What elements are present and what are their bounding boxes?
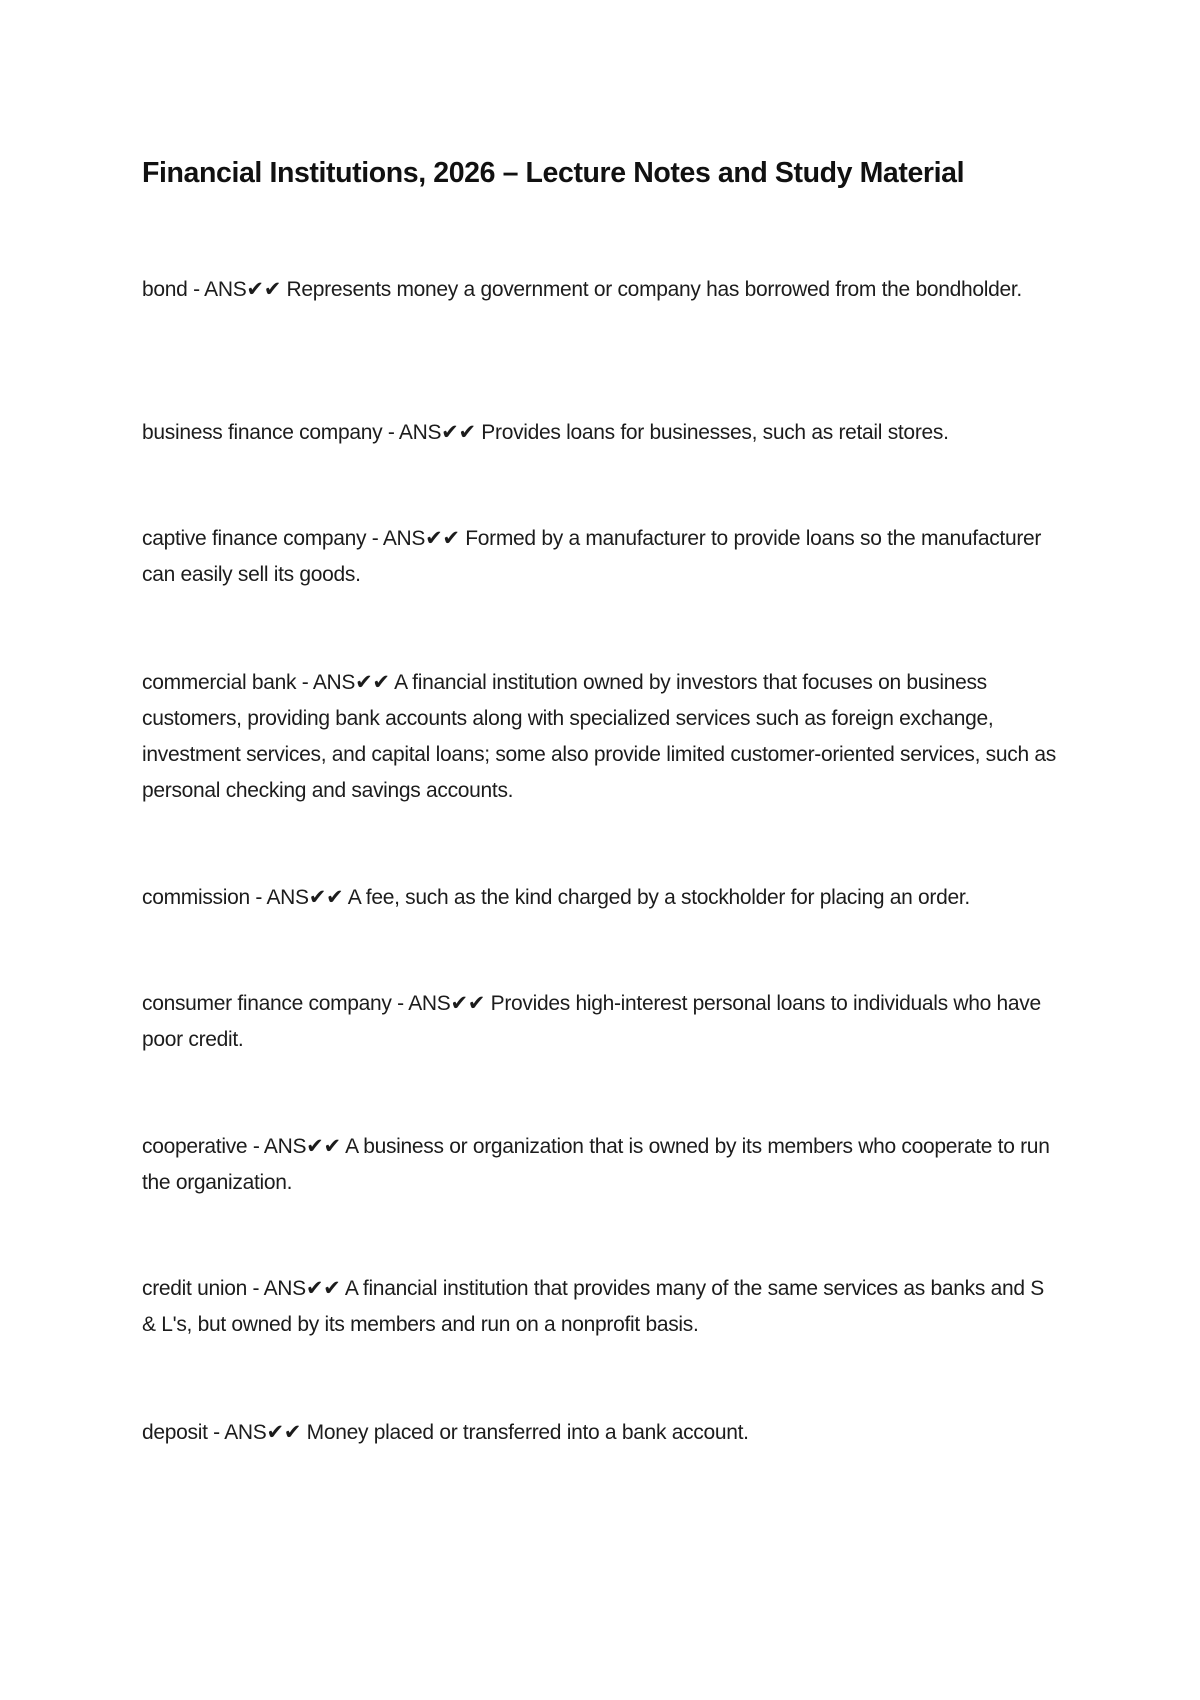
glossary-entry (142, 521, 1057, 593)
entry-term: credit union (142, 1277, 247, 1300)
entry-definition: A financial institution owned by investors that focuses on business customers, providing bank accounts along with specialized services such as foreign exchange, investment services, and capital loans; some also provide limited customer-oriented services, such as personal checking and savings accounts. (142, 671, 1056, 802)
glossary-entry (142, 880, 1057, 916)
answer-marker: - ANS✔✔ (382, 421, 482, 444)
entry-definition: A financial institution that provides many of the same services as banks and S & L's, but owned by its members and run on a nonprofit basis. (142, 1277, 1044, 1336)
glossary-entry (142, 1271, 1057, 1343)
entry-term: consumer finance company (142, 992, 392, 1015)
glossary-entry (142, 415, 1057, 451)
entry-definition: Formed by a manufacturer to provide loans so the manufacturer can easily sell its goods. (142, 527, 1042, 586)
entry-term: cooperative (142, 1135, 248, 1158)
glossary-entry (142, 1415, 1057, 1451)
glossary-entry (142, 1129, 1057, 1201)
entry-term: deposit (142, 1421, 208, 1444)
entry-term: commercial bank (142, 671, 297, 694)
glossary-entry (142, 986, 1057, 1058)
page-title: Financial Institutions, 2026 – Lecture Notes and Study Material (142, 157, 965, 189)
entry-definition: Provides high-interest personal loans to individuals who have poor credit. (142, 992, 1041, 1051)
entry-term: business finance company (142, 421, 383, 444)
entry-term: captive finance company (142, 527, 367, 550)
entry-definition: Provides loans for businesses, such as retail stores. (481, 421, 949, 444)
entry-definition: Represents money a government or company has borrowed from the bondholder. (286, 278, 1022, 301)
glossary-entry (142, 665, 1057, 809)
answer-marker: - ANS✔✔ (366, 527, 466, 550)
entry-definition: A business or organization that is owned by its members who cooperate to run the organization. (142, 1135, 1050, 1194)
entry-term: bond (142, 278, 188, 301)
answer-marker: - ANS✔✔ (249, 886, 348, 909)
answer-marker: - ANS✔✔ (207, 1421, 307, 1444)
entry-definition: A fee, such as the kind charged by a stockholder for placing an order. (347, 886, 970, 909)
entry-definition: Money placed or transferred into a bank account. (306, 1421, 749, 1444)
answer-marker: - ANS✔✔ (296, 671, 395, 694)
answer-marker: - ANS✔✔ (246, 1277, 345, 1300)
answer-marker: - ANS✔✔ (247, 1135, 346, 1158)
answer-marker: - ANS✔✔ (391, 992, 491, 1015)
entry-term: commission (142, 886, 250, 909)
answer-marker: - ANS✔✔ (187, 278, 287, 301)
glossary-entry (142, 272, 1057, 308)
